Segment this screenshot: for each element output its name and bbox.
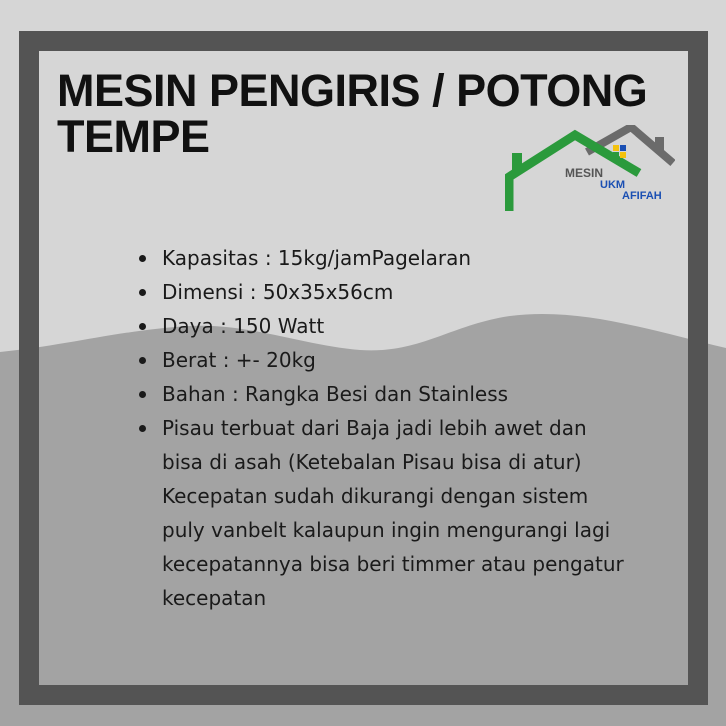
logo-word-ukm: UKM [600, 179, 626, 191]
spec-item-daya [135, 309, 625, 343]
spec-item-text: Daya : 150 Watt [162, 314, 325, 338]
spec-item-text: Bahan : Rangka Besi dan Stainless [162, 382, 509, 406]
spec-item-bahan [135, 377, 625, 411]
mesin-ukm-afifah-logo [505, 125, 675, 215]
bullet-dot [139, 425, 146, 432]
spec-item-dimensi [135, 275, 625, 309]
spec-item-text: Dimensi : 50x35x56cm [162, 280, 394, 304]
title-line-2: TEMPE [57, 111, 210, 162]
spec-item-text: Berat : +- 20kg [162, 348, 316, 372]
bullet-dot [139, 323, 146, 330]
logo-word-mesin: MESIN [565, 166, 604, 180]
bullet-dot [139, 289, 146, 296]
logo-word-afifah: AFIFAH [622, 190, 662, 202]
spec-item-berat [135, 343, 625, 377]
bullet-dot [139, 357, 146, 364]
spec-list [135, 241, 625, 615]
spec-item-text: Kapasitas : 15kg/jamPagelaran [162, 246, 472, 270]
title-line-1: MESIN PENGIRIS / POTONG [57, 65, 648, 116]
spec-item-kapasitas [135, 241, 625, 275]
spec-item-text: Pisau terbuat dari Baja jadi lebih awet dan bisa di asah (Ketebalan Pisau bisa di atur) Kecepatan sudah dikurangi dengan sistem puly vanbelt kalaupun ingin mengurangi lagi kecepatannya bisa beri timmer atau pengatur kecepatan [162, 416, 624, 610]
bullet-dot [139, 255, 146, 262]
bullet-dot [139, 391, 146, 398]
spec-item-pisau [135, 411, 625, 615]
